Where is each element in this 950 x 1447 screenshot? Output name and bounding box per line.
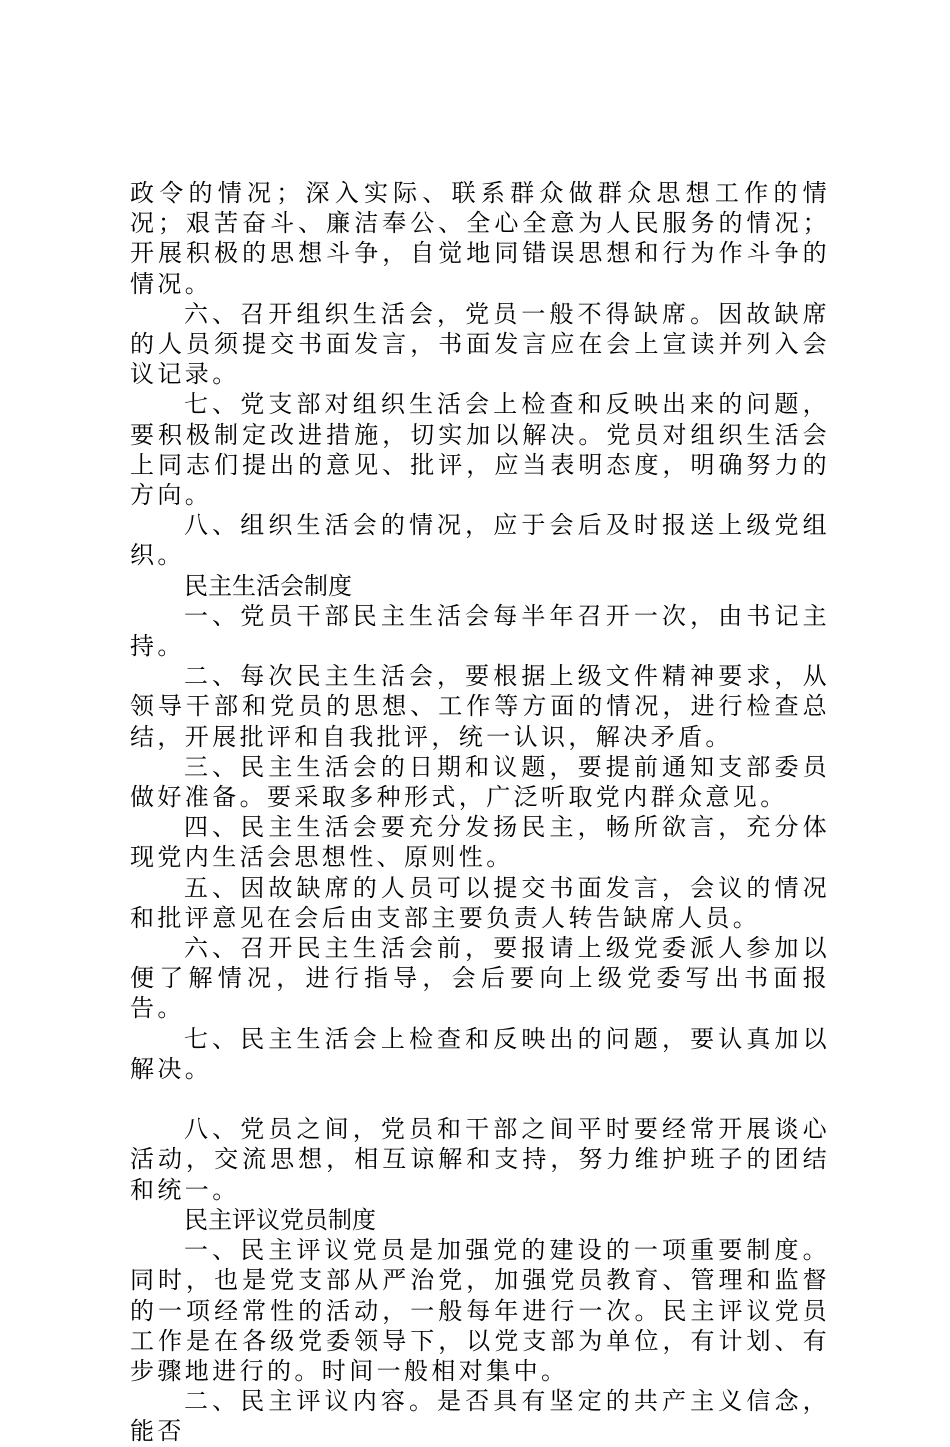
- paragraph-item: 一、民主评议党员是加强党的建设的一项重要制度。同时，也是党支部从严治党，加强党员教育、管理和监督的一项经常性的活动，一般每年进行一次。民主评议党员工作是在各级党委领导下，以党支部为单位，有计划、有步骤地进行的。时间一般相对集中。: [130, 1236, 830, 1385]
- paragraph-item: 七、党支部对组织生活会上检查和反映出来的问题，要积极制定改进措施，切实加以解决。党员对组织生活会上同志们提出的意见、批评，应当表明态度，明确努力的方向。: [130, 390, 830, 510]
- paragraph-item: 八、党员之间，党员和干部之间平时要经常开展谈心活动，交流思想，相互谅解和支持，努力维护班子的团结和统一。: [130, 1115, 830, 1204]
- paragraph-item: 二、每次民主生活会，要根据上级文件精神要求，从领导干部和党员的思想、工作等方面的情况，进行检查总结，开展批评和自我批评，统一认识，解决矛盾。: [130, 662, 830, 751]
- paragraph-item: 一、党员干部民主生活会每半年召开一次，由书记主持。: [130, 601, 830, 661]
- paragraph-item: 二、民主评议内容。是否具有坚定的共产主义信念，能否: [130, 1387, 830, 1446]
- document-body: [130, 178, 830, 1447]
- paragraph-continuation: 政令的情况；深入实际、联系群众做群众思想工作的情况；艰苦奋斗、廉洁奉公、全心全意为人民服务的情况；开展积极的思想斗争，自觉地同错误思想和行为作斗争的情况。: [130, 179, 830, 298]
- paragraph-item: 四、民主生活会要充分发扬民主，畅所欲言，充分体现党内生活会思想性、原则性。: [130, 813, 830, 872]
- section-heading: 民主生活会制度: [184, 571, 352, 600]
- paragraph-item: 八、组织生活会的情况，应于会后及时报送上级党组织。: [130, 511, 830, 570]
- paragraph-item: 七、民主生活会上检查和反映出的问题，要认真加以解决。: [130, 1024, 830, 1083]
- paragraph-item: 六、召开组织生活会，党员一般不得缺席。因故缺席的人员须提交书面发言，书面发言应在会上宣读并列入会议记录。: [130, 299, 830, 389]
- paragraph-item: 五、因故缺席的人员可以提交书面发言，会议的情况和批评意见在会后由支部主要负责人转告缺席人员。: [130, 873, 830, 932]
- blank-line: [130, 1084, 830, 1114]
- section-heading: 民主评议党员制度: [184, 1205, 376, 1234]
- paragraph-item: 六、召开民主生活会前，要报请上级党委派人参加以便了解情况，进行指导，会后要向上级党委写出书面报告。: [130, 934, 830, 1023]
- paragraph-item: 三、民主生活会的日期和议题，要提前通知支部委员做好准备。要采取多种形式，广泛听取党内群众意见。: [130, 752, 830, 812]
